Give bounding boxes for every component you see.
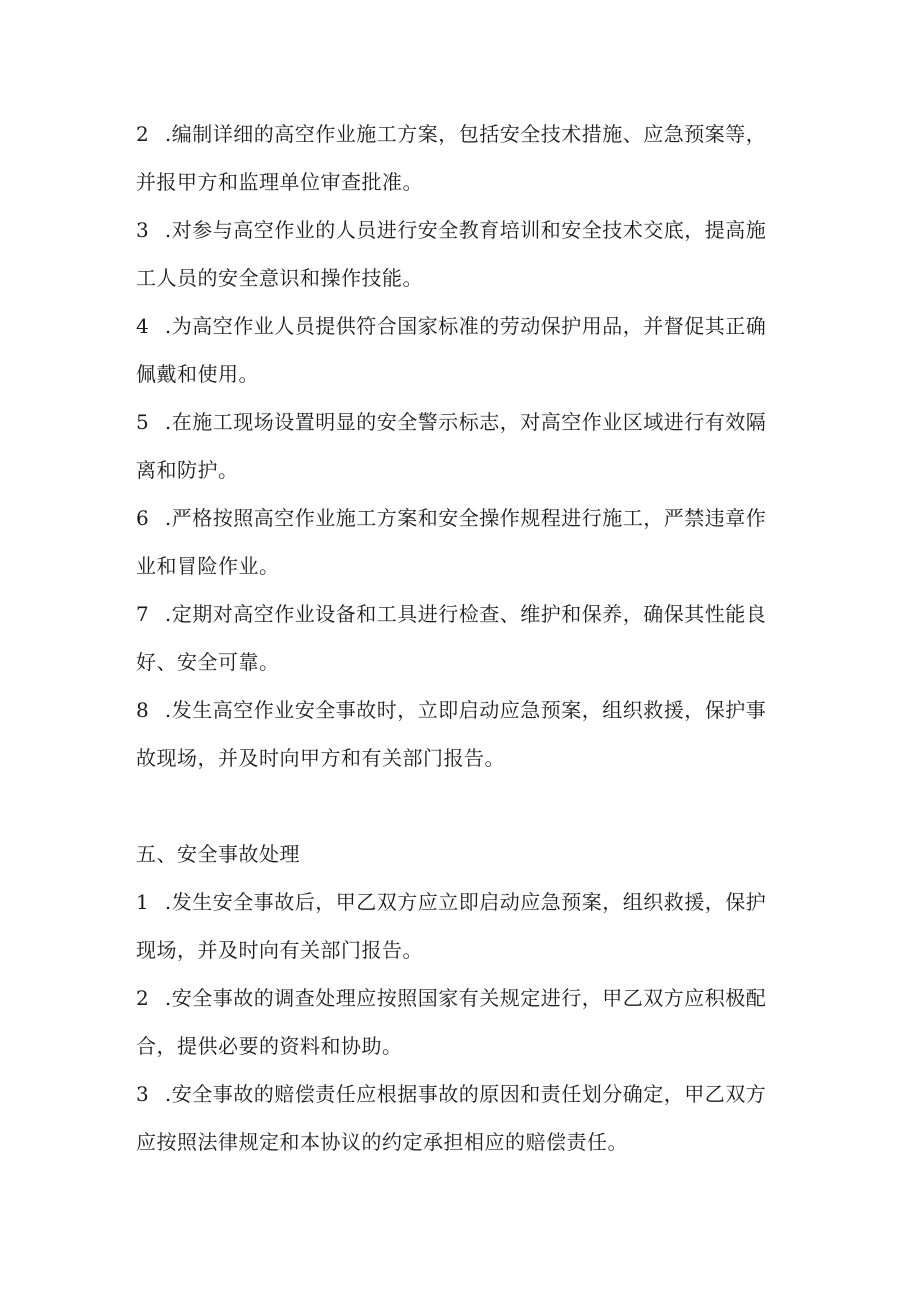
accident-handling-list: [136, 878, 776, 1166]
list-item: [136, 302, 776, 398]
item-number: 3: [136, 218, 150, 242]
list-item: [136, 1070, 776, 1166]
item-number: 2: [136, 122, 150, 146]
item-text: .严格按照高空作业施工方案和安全操作规程进行施工，严禁违章作业和冒险作业。: [136, 506, 767, 578]
item-number: 7: [136, 602, 150, 626]
list-item: [136, 206, 776, 302]
item-number: 6: [136, 506, 150, 530]
list-item: [136, 110, 776, 206]
list-item: [136, 494, 776, 590]
safety-measures-list: [136, 110, 776, 782]
item-number: 4: [136, 314, 150, 338]
list-item: [136, 398, 776, 494]
item-text: .对参与高空作业的人员进行安全教育培训和安全技术交底，提高施工人员的安全意识和操作技能。: [136, 218, 767, 290]
item-number: 3: [136, 1082, 150, 1106]
item-number: 5: [136, 410, 150, 434]
item-number: 2: [136, 986, 150, 1010]
item-text: .在施工现场设置明显的安全警示标志，对高空作业区域进行有效隔离和防护。: [136, 410, 767, 482]
item-text: .发生高空作业安全事故时，立即启动应急预案，组织救援，保护事故现场，并及时向甲方和有关部门报告。: [136, 698, 767, 770]
item-text: .为高空作业人员提供符合国家标准的劳动保护用品，并督促其正确佩戴和使用。: [136, 314, 767, 386]
item-number: 1: [136, 890, 150, 914]
list-item: [136, 686, 776, 782]
document-page: [136, 110, 776, 1166]
list-item: [136, 878, 776, 974]
item-text: .定期对高空作业设备和工具进行检查、维护和保养，确保其性能良好、安全可靠。: [136, 602, 767, 674]
item-text: .安全事故的赔偿责任应根据事故的原因和责任划分确定，甲乙双方应按照法律规定和本协议的约定承担相应的赔偿责任。: [136, 1082, 767, 1154]
list-item: [136, 974, 776, 1070]
list-item: [136, 590, 776, 686]
item-text: .发生安全事故后，甲乙双方应立即启动应急预案，组织救援，保护现场，并及时向有关部门报告。: [136, 890, 767, 962]
item-number: 8: [136, 698, 150, 722]
item-text: .编制详细的高空作业施工方案，包括安全技术措施、应急预案等，并报甲方和监理单位审查批准。: [136, 122, 767, 194]
item-text: .安全事故的调查处理应按照国家有关规定进行，甲乙双方应积极配合，提供必要的资料和协助。: [136, 986, 767, 1058]
section-title: 五、安全事故处理: [136, 842, 300, 866]
